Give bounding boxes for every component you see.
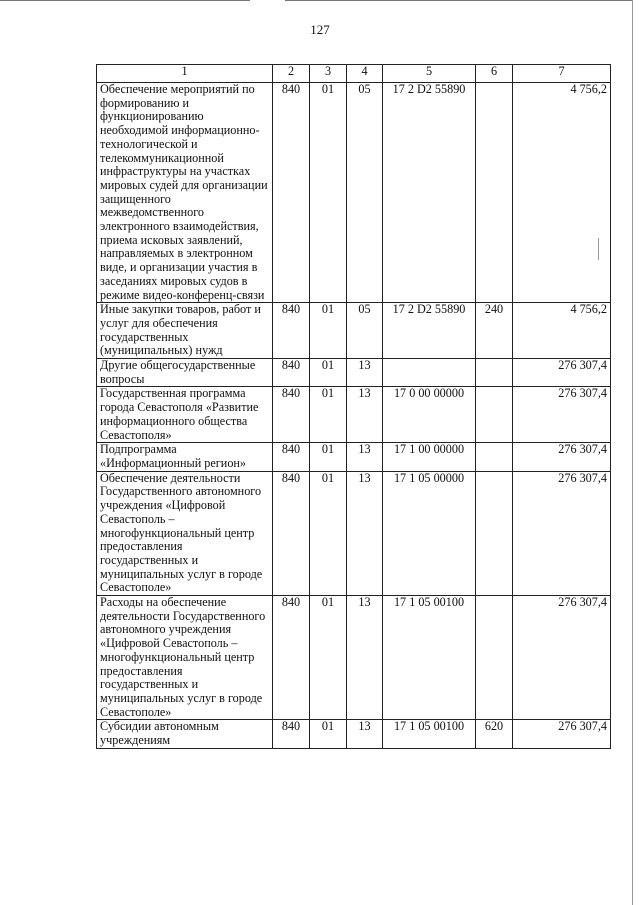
ministry-code: 840: [273, 443, 310, 471]
target-article-code: 17 2 D2 55890: [383, 83, 476, 303]
section-code: 01: [310, 303, 347, 359]
ministry-code: 840: [273, 720, 310, 748]
ministry-code: 840: [273, 596, 310, 720]
subsection-code: 05: [347, 303, 383, 359]
ministry-code: 840: [273, 387, 310, 443]
expense-type-code: 620: [476, 720, 513, 748]
row-name: Подпрограмма «Информационный регион»: [97, 443, 273, 471]
section-code: 01: [310, 359, 347, 387]
table-row: [97, 471, 611, 595]
row-name: Государственная программа города Севастополя «Развитие информационного общества Севастополя»: [97, 387, 273, 443]
expense-type-code: [476, 596, 513, 720]
amount: 276 307,4: [513, 720, 611, 748]
target-article-code: 17 1 00 00000: [383, 443, 476, 471]
expense-type-code: [476, 359, 513, 387]
table-row: [97, 596, 611, 720]
header-col-6: 6: [476, 65, 513, 83]
section-code: 01: [310, 443, 347, 471]
row-name: Другие общегосударственные вопросы: [97, 359, 273, 387]
subsection-code: 13: [347, 359, 383, 387]
table-row: [97, 387, 611, 443]
subsection-code: 05: [347, 83, 383, 303]
header-col-7: 7: [513, 65, 611, 83]
ministry-code: 840: [273, 303, 310, 359]
section-code: 01: [310, 83, 347, 303]
amount: 276 307,4: [513, 596, 611, 720]
target-article-code: [383, 359, 476, 387]
target-article-code: 17 2 D2 55890: [383, 303, 476, 359]
ministry-code: 840: [273, 83, 310, 303]
scan-edge-top-left: [0, 0, 250, 1]
budget-table: [96, 64, 611, 749]
expense-type-code: [476, 83, 513, 303]
target-article-code: 17 1 05 00000: [383, 471, 476, 595]
header-col-1: 1: [97, 65, 273, 83]
section-code: 01: [310, 387, 347, 443]
expense-type-code: 240: [476, 303, 513, 359]
header-col-3: 3: [310, 65, 347, 83]
row-name: Иные закупки товаров, работ и услуг для обеспечения государственных (муниципальных) нужд: [97, 303, 273, 359]
subsection-code: 13: [347, 387, 383, 443]
amount: 276 307,4: [513, 471, 611, 595]
target-article-code: 17 0 00 00000: [383, 387, 476, 443]
row-name: Расходы на обеспечение деятельности Государственного автономного учреждения «Цифровой Севастополь – многофункциональный центр предоставления государственных и муниципальных услуг в городе Севастополе»: [97, 596, 273, 720]
amount: 4 756,2: [513, 83, 611, 303]
row-name: Обеспечение деятельности Государственного автономного учреждения «Цифровой Севастополь – многофункциональный центр предоставления государственных и муниципальных услуг в городе Севастополе»: [97, 471, 273, 595]
header-col-4: 4: [347, 65, 383, 83]
section-code: 01: [310, 596, 347, 720]
amount: 276 307,4: [513, 443, 611, 471]
scan-edge-top-right: [285, 0, 632, 1]
section-code: 01: [310, 720, 347, 748]
subsection-code: 13: [347, 720, 383, 748]
header-col-2: 2: [273, 65, 310, 83]
ministry-code: 840: [273, 471, 310, 595]
page-number: 127: [310, 22, 330, 37]
table-row: [97, 83, 611, 303]
subsection-code: 13: [347, 443, 383, 471]
scan-edge-right: [632, 0, 633, 905]
row-name: Субсидии автономным учреждениям: [97, 720, 273, 748]
target-article-code: 17 1 05 00100: [383, 720, 476, 748]
amount: 276 307,4: [513, 387, 611, 443]
section-code: 01: [310, 471, 347, 595]
expense-type-code: [476, 471, 513, 595]
subsection-code: 13: [347, 596, 383, 720]
expense-type-code: [476, 387, 513, 443]
table-row: [97, 443, 611, 471]
header-row: [97, 65, 611, 83]
amount: 276 307,4: [513, 359, 611, 387]
row-name: Обеспечение мероприятий по формированию и функционированию необходимой информационно-технологической и телекоммуникационной инфраструктуры на участках мировых судей для организации защищенного межведомственного электронного взаимодействия, приема исковых заявлений, направляемых в электронном виде, и организации участия в заседаниях мировых судов в режиме видео-конференц-связи: [97, 83, 273, 303]
amount: 4 756,2: [513, 303, 611, 359]
expense-type-code: [476, 443, 513, 471]
header-col-5: 5: [383, 65, 476, 83]
table-row: [97, 720, 611, 748]
table-row: [97, 359, 611, 387]
table-row: [97, 303, 611, 359]
subsection-code: 13: [347, 471, 383, 595]
target-article-code: 17 1 05 00100: [383, 596, 476, 720]
ministry-code: 840: [273, 359, 310, 387]
